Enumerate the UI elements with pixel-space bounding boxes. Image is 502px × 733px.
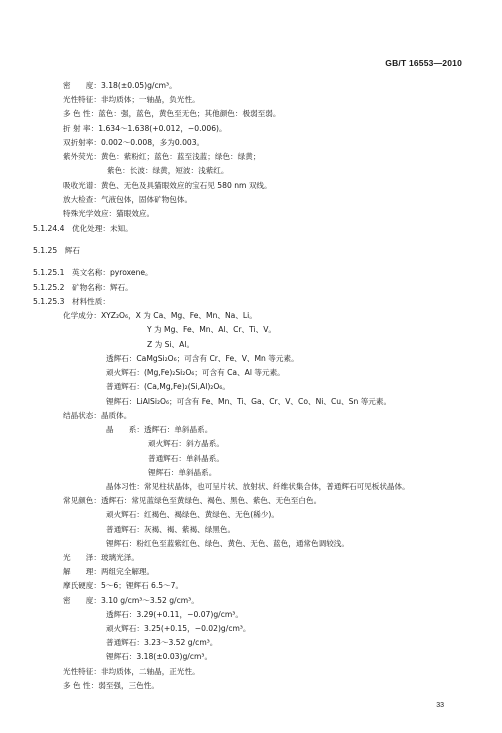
text-line: 普通辉石：3.23～3.52 g/cm³。: [106, 638, 218, 647]
text-line: 普通辉石：(Ca,Mg,Fe)₂(Si,Al)₂O₆。: [106, 382, 230, 391]
text-line: 锂辉石：粉红色至蓝紫红色、绿色、黄色、无色、蓝色，通常色调较浅。: [106, 539, 349, 548]
text-line: 密 度：3.10 g/cm³～3.52 g/cm³。: [63, 596, 199, 605]
text-line: 特殊光学效应：猫眼效应。: [63, 209, 155, 218]
text-line: 折 射 率：1.634～1.638(+0.012，−0.006)。: [63, 124, 227, 133]
text-line: 5.1.25 辉石: [33, 246, 80, 255]
text-line: 普通辉石：单斜晶系。: [148, 454, 224, 463]
text-line: 5.1.25.3 材料性质：: [33, 297, 110, 306]
text-line: 结晶状态：晶质体。: [63, 411, 132, 420]
page-number: 33: [436, 702, 444, 709]
text-line: 光性特征：非均质体；一轴晶，负光性。: [63, 95, 200, 104]
text-line: 多 色 性：弱至强，三色性。: [63, 681, 159, 690]
text-line: 多 色 性：蓝色：强，蓝色，黄色至无色；其他颜色：极弱至弱。: [63, 109, 281, 118]
text-line: 顽火辉石：红褐色、褐绿色、黄绿色、无色(稀少)。: [106, 510, 279, 519]
text-line: 锂辉石：LiAlSi₂O₆；可含有 Fe、Mn、Ti、Ga、Cr、V、Co、Ni、Cu、Sn 等元素。: [106, 397, 392, 406]
text-line: 紫外荧光：黄色：紫粉红；蓝色：蓝至浅蓝；绿色：绿黄；: [63, 152, 261, 161]
text-line: 5.1.25.2 矿物名称：辉石。: [33, 283, 133, 292]
text-line: 5.1.25.1 英文名称：pyroxene。: [33, 268, 153, 277]
text-line: 透辉石：3.29(+0.11，−0.07)g/cm³。: [106, 610, 243, 619]
text-line: 晶 系：透辉石：单斜晶系。: [106, 425, 213, 434]
text-line: 透辉石：CaMgSi₂O₆；可含有 Cr、Fe、V、Mn 等元素。: [106, 354, 299, 363]
text-line: 摩氏硬度：5～6；锂辉石 6.5～7。: [63, 581, 184, 590]
text-line: 顽火辉石：3.25(+0.15，−0.02)g/cm³。: [106, 624, 251, 633]
text-line: 双折射率：0.002～0.008，多为0.003。: [63, 138, 205, 147]
text-line: 化学成分：XYZ₂O₆，X 为 Ca、Mg、Fe、Mn、Na、Li。: [63, 311, 257, 320]
text-line: 常见颜色：透辉石：常见蓝绿色至黄绿色、褐色、黑色、紫色、无色至白色。: [63, 496, 322, 505]
text-line: 顽火辉石：(Mg,Fe)₂Si₂O₆；可含有 Ca、Al 等元素。: [106, 368, 285, 377]
text-line: Z 为 Si、Al。: [147, 340, 195, 349]
text-line: 光性特征：非均质体，二轴晶，正光性。: [63, 667, 200, 676]
text-line: 晶体习性：常见柱状晶体，也可呈片状、放射状、纤维状集合体，普通辉石可见板状晶体。: [106, 482, 410, 491]
text-line: 紫色：长波：绿黄，短波：浅紫红。: [107, 166, 229, 175]
standard-number: GB/T 16553—2010: [385, 58, 462, 68]
text-line: 锂辉石：单斜晶系。: [148, 468, 217, 477]
text-line: 密 度：3.18(±0.05)g/cm³。: [63, 81, 177, 90]
text-line: 放大检查：气液包体，固体矿物包体。: [63, 195, 193, 204]
text-line: Y 为 Mg、Fe、Mn、Al、Cr、Ti、V。: [147, 325, 277, 334]
text-line: 解 理：两组完全解理。: [63, 567, 155, 576]
text-line: 光 泽：玻璃光泽。: [63, 553, 139, 562]
text-line: 顽火辉石：斜方晶系。: [148, 439, 224, 448]
text-line: 锂辉石：3.18(±0.03)g/cm³。: [106, 652, 213, 661]
text-line: 普通辉石：灰褐、褐、紫褐、绿黑色。: [106, 525, 236, 534]
text-line: 5.1.24.4 优化处理：未知。: [33, 224, 133, 233]
text-line: 吸收光谱：黄色、无色及具猫眼效应的宝石见 580 nm 双线。: [63, 181, 272, 190]
